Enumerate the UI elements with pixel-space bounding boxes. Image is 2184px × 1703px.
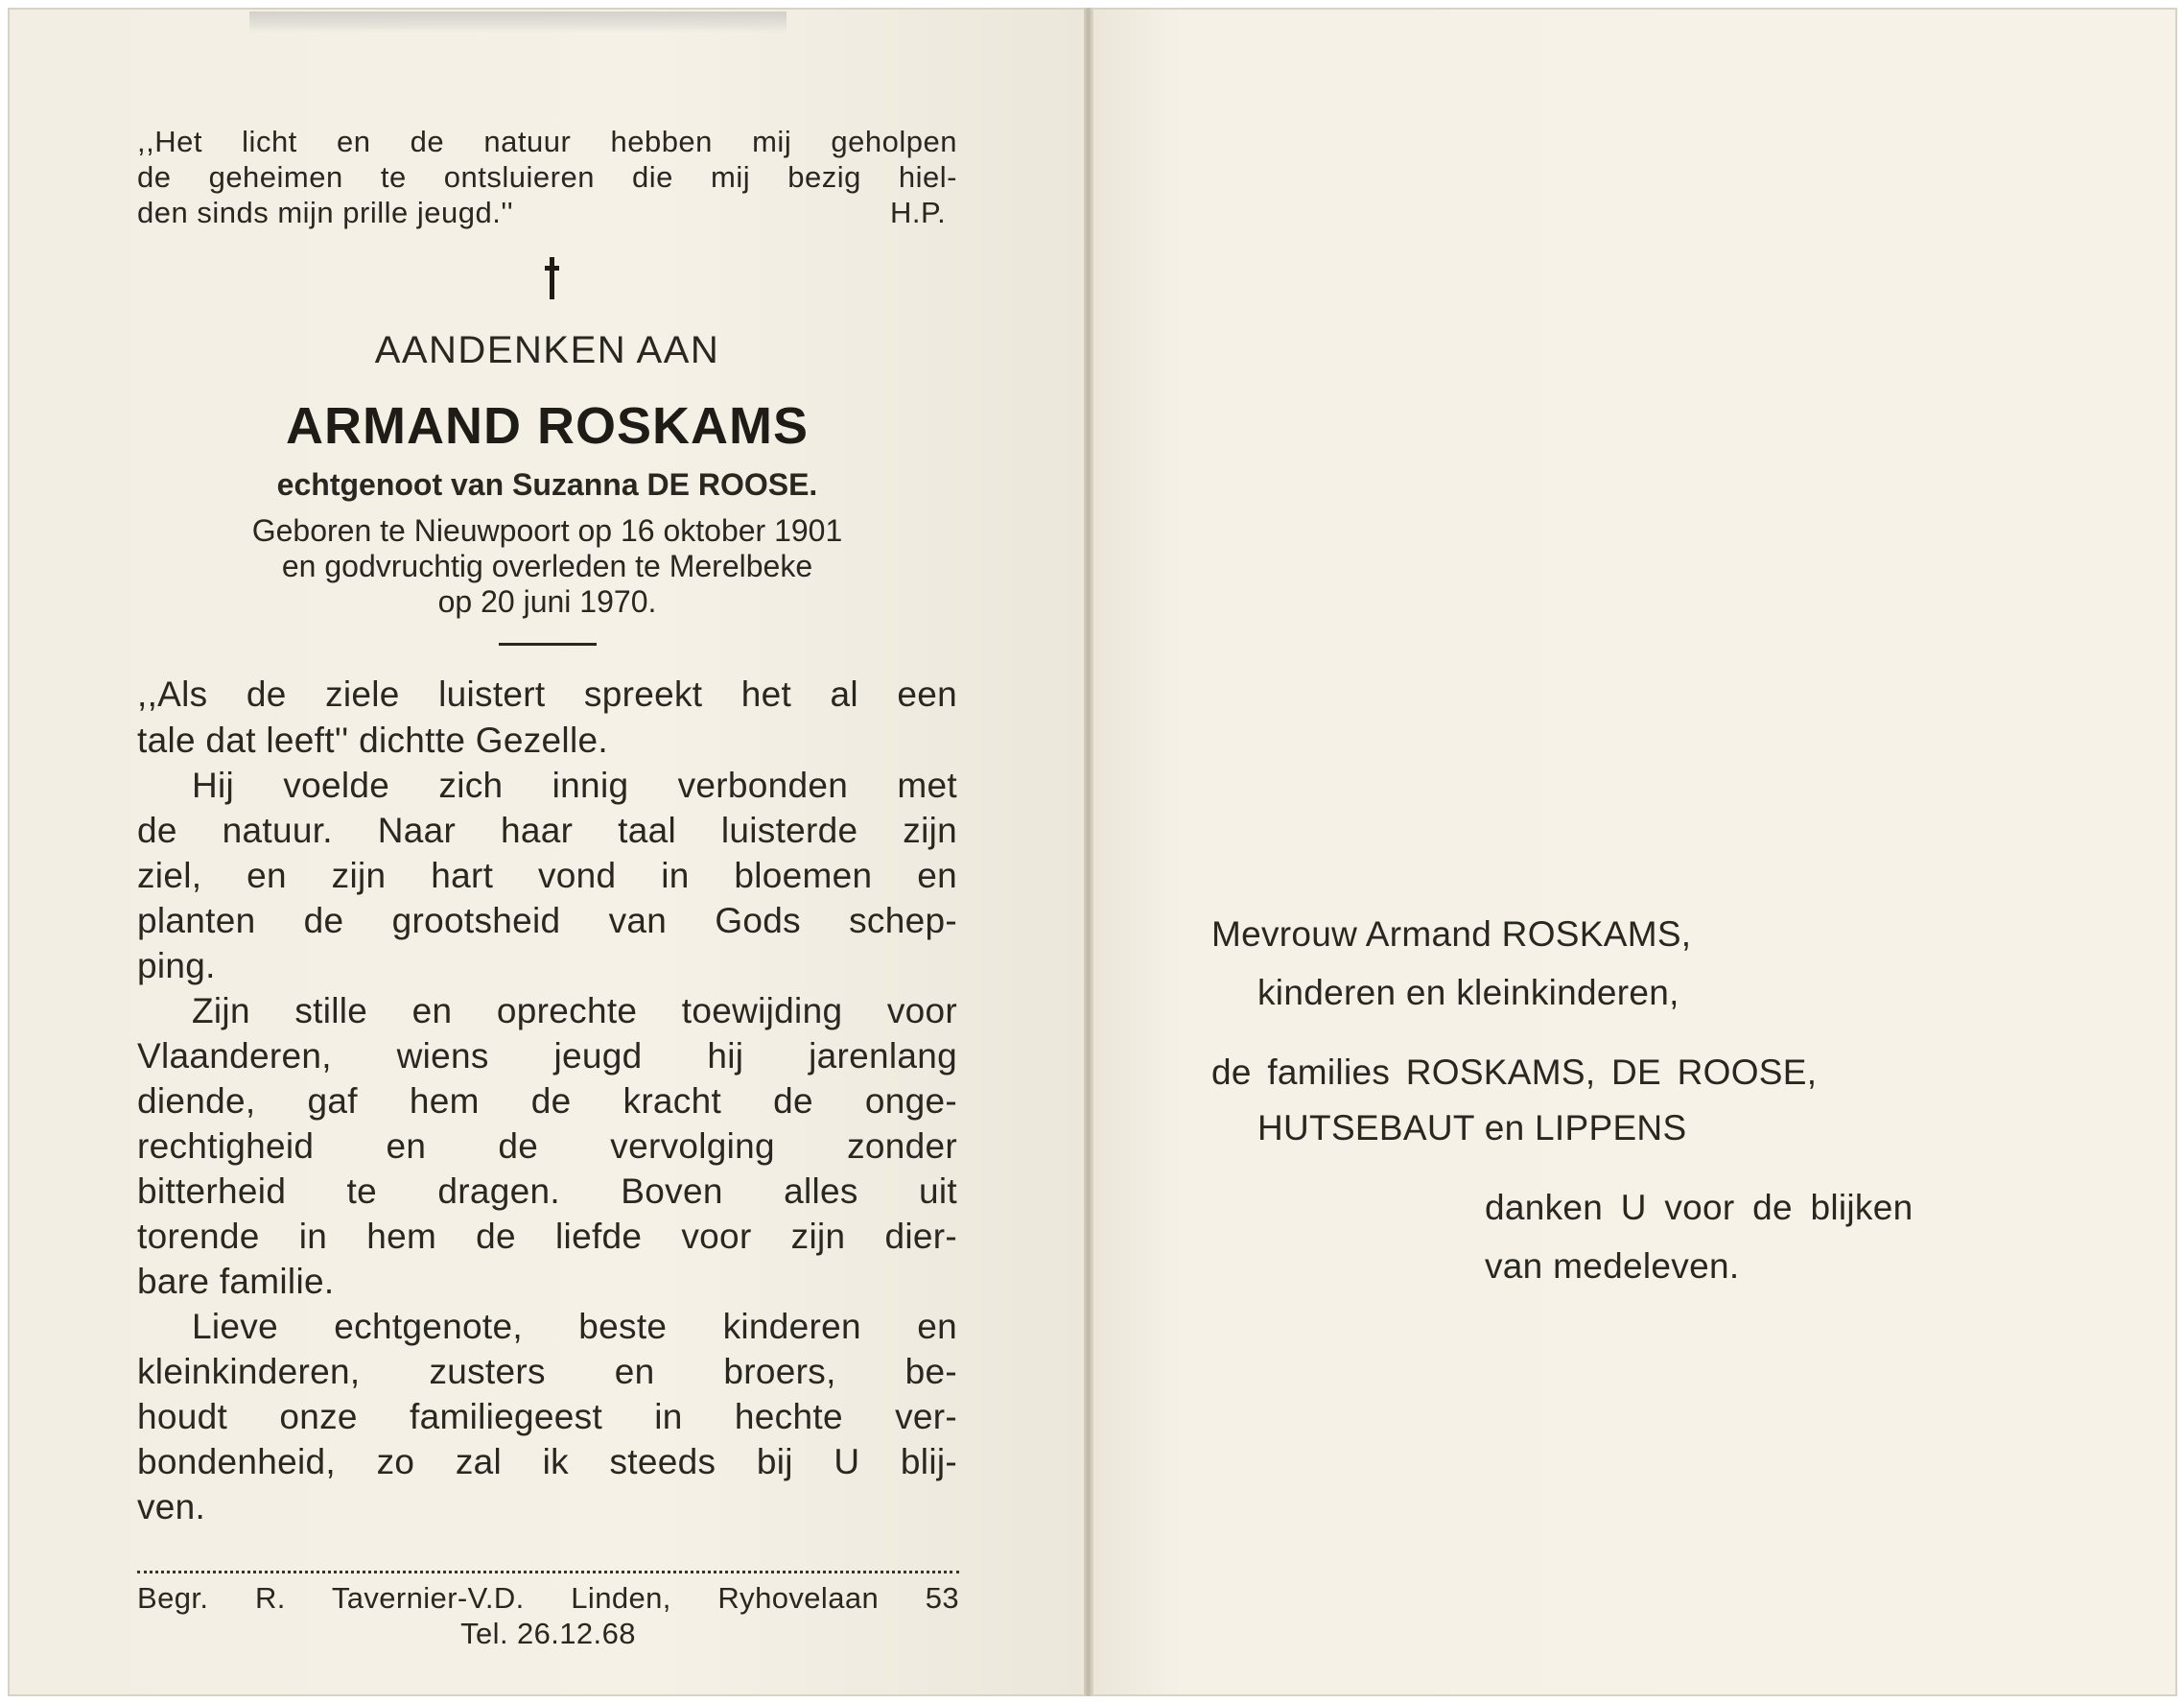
body-line: tale dat leeft'' dichtte Gezelle. xyxy=(137,721,608,760)
body-line: diende, gaf hem de kracht de onge- xyxy=(137,1081,957,1121)
body-line: kleinkinderen, zusters en broers, be- xyxy=(137,1352,957,1391)
epigraph-initials: H.P. xyxy=(890,196,947,229)
cross-icon xyxy=(545,257,558,299)
body-line: Zijn stille en oprechte toewijding voor xyxy=(192,991,957,1030)
divider xyxy=(499,643,597,646)
body-line: Hij voelde zich innig verbonden met xyxy=(192,766,957,805)
birth-line: Geboren te Nieuwpoort op 16 oktober 1901 xyxy=(251,513,843,548)
body-line: Vlaanderen, wiens jeugd hij jarenlang xyxy=(137,1036,957,1076)
body-line: houdt onze familiegeest in hechte ver- xyxy=(137,1397,957,1436)
body-line: ziel, en zijn hart vond in bloemen en xyxy=(137,856,957,895)
thanks-line-2: van medeleven. xyxy=(1485,1246,1740,1286)
spouse-line: echtgenoot van Suzanna DE ROOSE. xyxy=(276,467,818,502)
printer-tel: Tel. 26.12.68 xyxy=(460,1617,636,1650)
body-line: bitterheid te dragen. Boven alles uit xyxy=(137,1171,957,1211)
body-line: ping. xyxy=(137,946,216,985)
families-line-2: HUTSEBAUT en LIPPENS xyxy=(1257,1108,1687,1147)
body-line: torende in hem de liefde voor zijn dier- xyxy=(137,1217,957,1256)
body-line: rechtigheid en de vervolging zonder xyxy=(137,1126,957,1166)
body-line: ven. xyxy=(137,1487,206,1526)
epigraph-line-3: den sinds mijn prille jeugd.'' xyxy=(137,196,514,229)
children-line: kinderen en kleinkinderen, xyxy=(1257,973,1679,1012)
body-line: planten de grootsheid van Gods schep- xyxy=(137,901,957,940)
right-page xyxy=(1092,8,2177,1696)
widow-line: Mevrouw Armand ROSKAMS, xyxy=(1211,914,1692,954)
paper-wear-mark xyxy=(249,12,787,33)
thanks-line-1: danken U voor de blijken xyxy=(1485,1188,1914,1227)
families-line-1: de families ROSKAMS, DE ROOSE, xyxy=(1211,1053,1818,1092)
printer-separator xyxy=(137,1571,959,1573)
body-line: de natuur. Naar haar taal luisterde zijn xyxy=(137,811,957,850)
body-line: bondenheid, zo zal ik steeds bij U blij- xyxy=(137,1442,957,1481)
epigraph-line-2: de geheimen te ontsluieren die mij bezig hiel- xyxy=(137,160,957,194)
body-line: ,,Als de ziele luistert spreekt het al een xyxy=(137,674,957,714)
epigraph-line-1: ,,Het licht en de natuur hebben mij geholpen xyxy=(137,125,957,158)
death-line: en godvruchtig overleden te Merelbeke xyxy=(281,549,813,583)
death-date-line: op 20 juni 1970. xyxy=(437,584,657,619)
body-line: bare familie. xyxy=(137,1262,335,1301)
deceased-name: ARMAND ROSKAMS xyxy=(286,397,809,455)
printer-line: Begr. R. Tavernier-V.D. Linden, Ryhovelaan 53 xyxy=(137,1581,959,1615)
body-line: Lieve echtgenote, beste kinderen en xyxy=(192,1307,957,1346)
heading: AANDENKEN AAN xyxy=(374,329,720,371)
